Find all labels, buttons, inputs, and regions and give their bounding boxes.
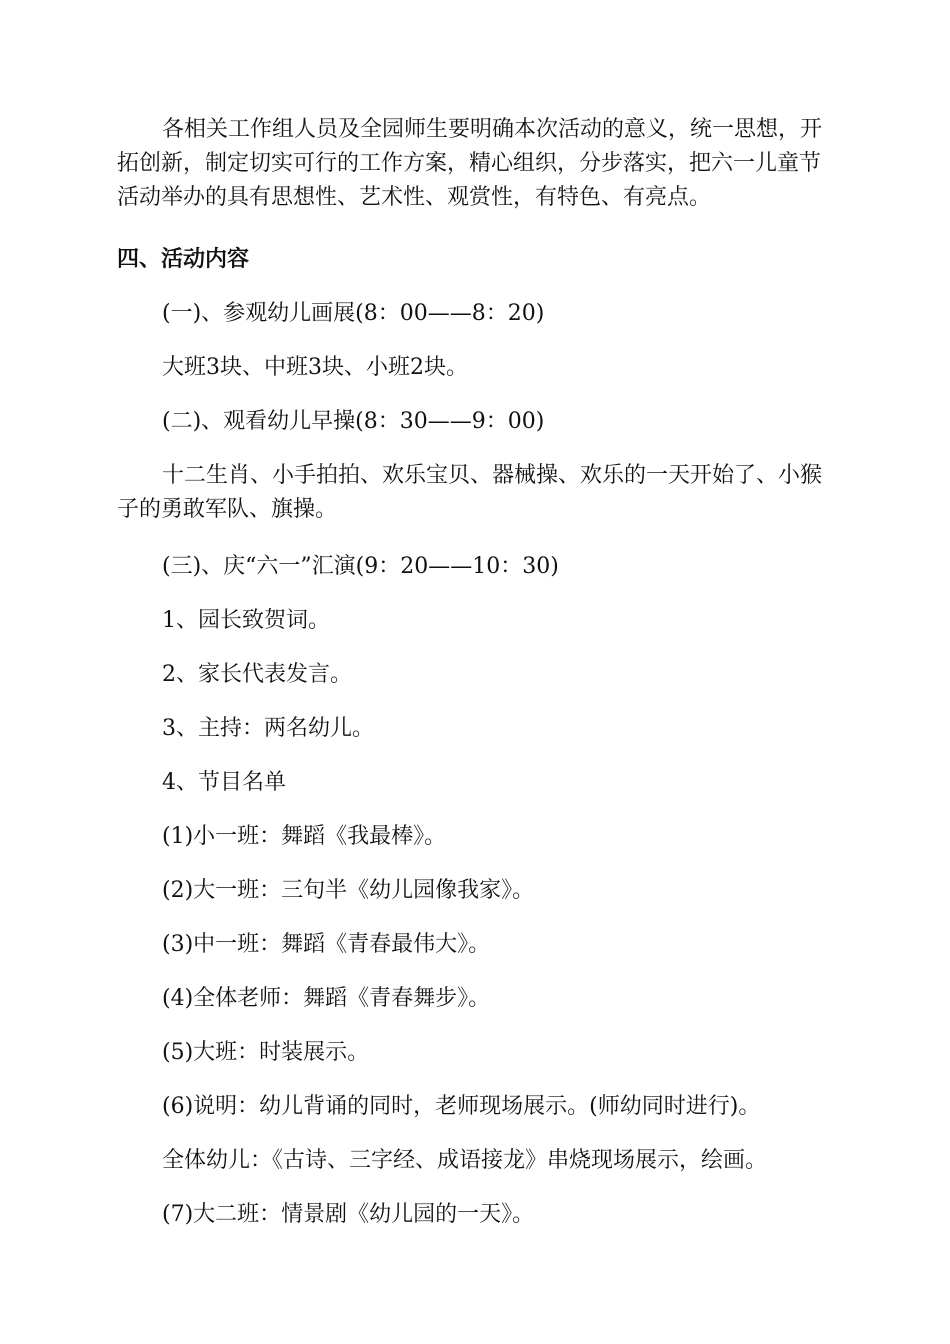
program-item: (1)小一班：舞蹈《我最棒》。 [162,824,447,849]
step-3: 3、主持：两名幼儿。 [162,716,374,741]
program-item: (4)全体老师：舞蹈《青春舞步》。 [162,986,491,1011]
item1-title: (一)、参观幼儿画展(8：00——8：20) [162,301,545,326]
program-item: (6)说明：幼儿背诵的同时，老师现场展示。(师幼同时进行)。 [162,1094,761,1119]
item1-text: 大班3块、中班3块、小班2块。 [162,355,468,380]
step-4: 4、节目名单 [162,770,286,795]
item2-title: (二)、观看幼儿早操(8：30——9：00) [162,409,545,434]
program-item: (2)大一班：三句半《幼儿园像我家》。 [162,878,535,903]
intro-paragraph: 各相关工作组人员及全园师生要明确本次活动的意义，统一思想，开拓创新，制定切实可行的工作方案，精心组织，分步落实，把六一儿童节活动举办的具有思想性、艺术性、观赏性，有特色、有亮点。 [117,117,823,210]
item3-title: (三)、庆“六一”汇演(9：20——10：30) [162,554,559,579]
program-item: 全体幼儿：《古诗、三字经、成语接龙》串烧现场展示，绘画。 [162,1148,768,1173]
program-item: (7)大二班：情景剧《幼儿园的一天》。 [162,1202,535,1227]
section-heading: 四、活动内容 [117,247,250,272]
program-item: (5)大班：时装展示。 [162,1040,370,1065]
item2-text: 十二生肖、小手拍拍、欢乐宝贝、器械操、欢乐的一天开始了、小猴子的勇敢军队、旗操。 [117,463,823,522]
step-2: 2、家长代表发言。 [162,662,352,687]
program-item: (3)中一班：舞蹈《青春最伟大》。 [162,932,491,957]
step-1: 1、园长致贺词。 [162,608,330,633]
